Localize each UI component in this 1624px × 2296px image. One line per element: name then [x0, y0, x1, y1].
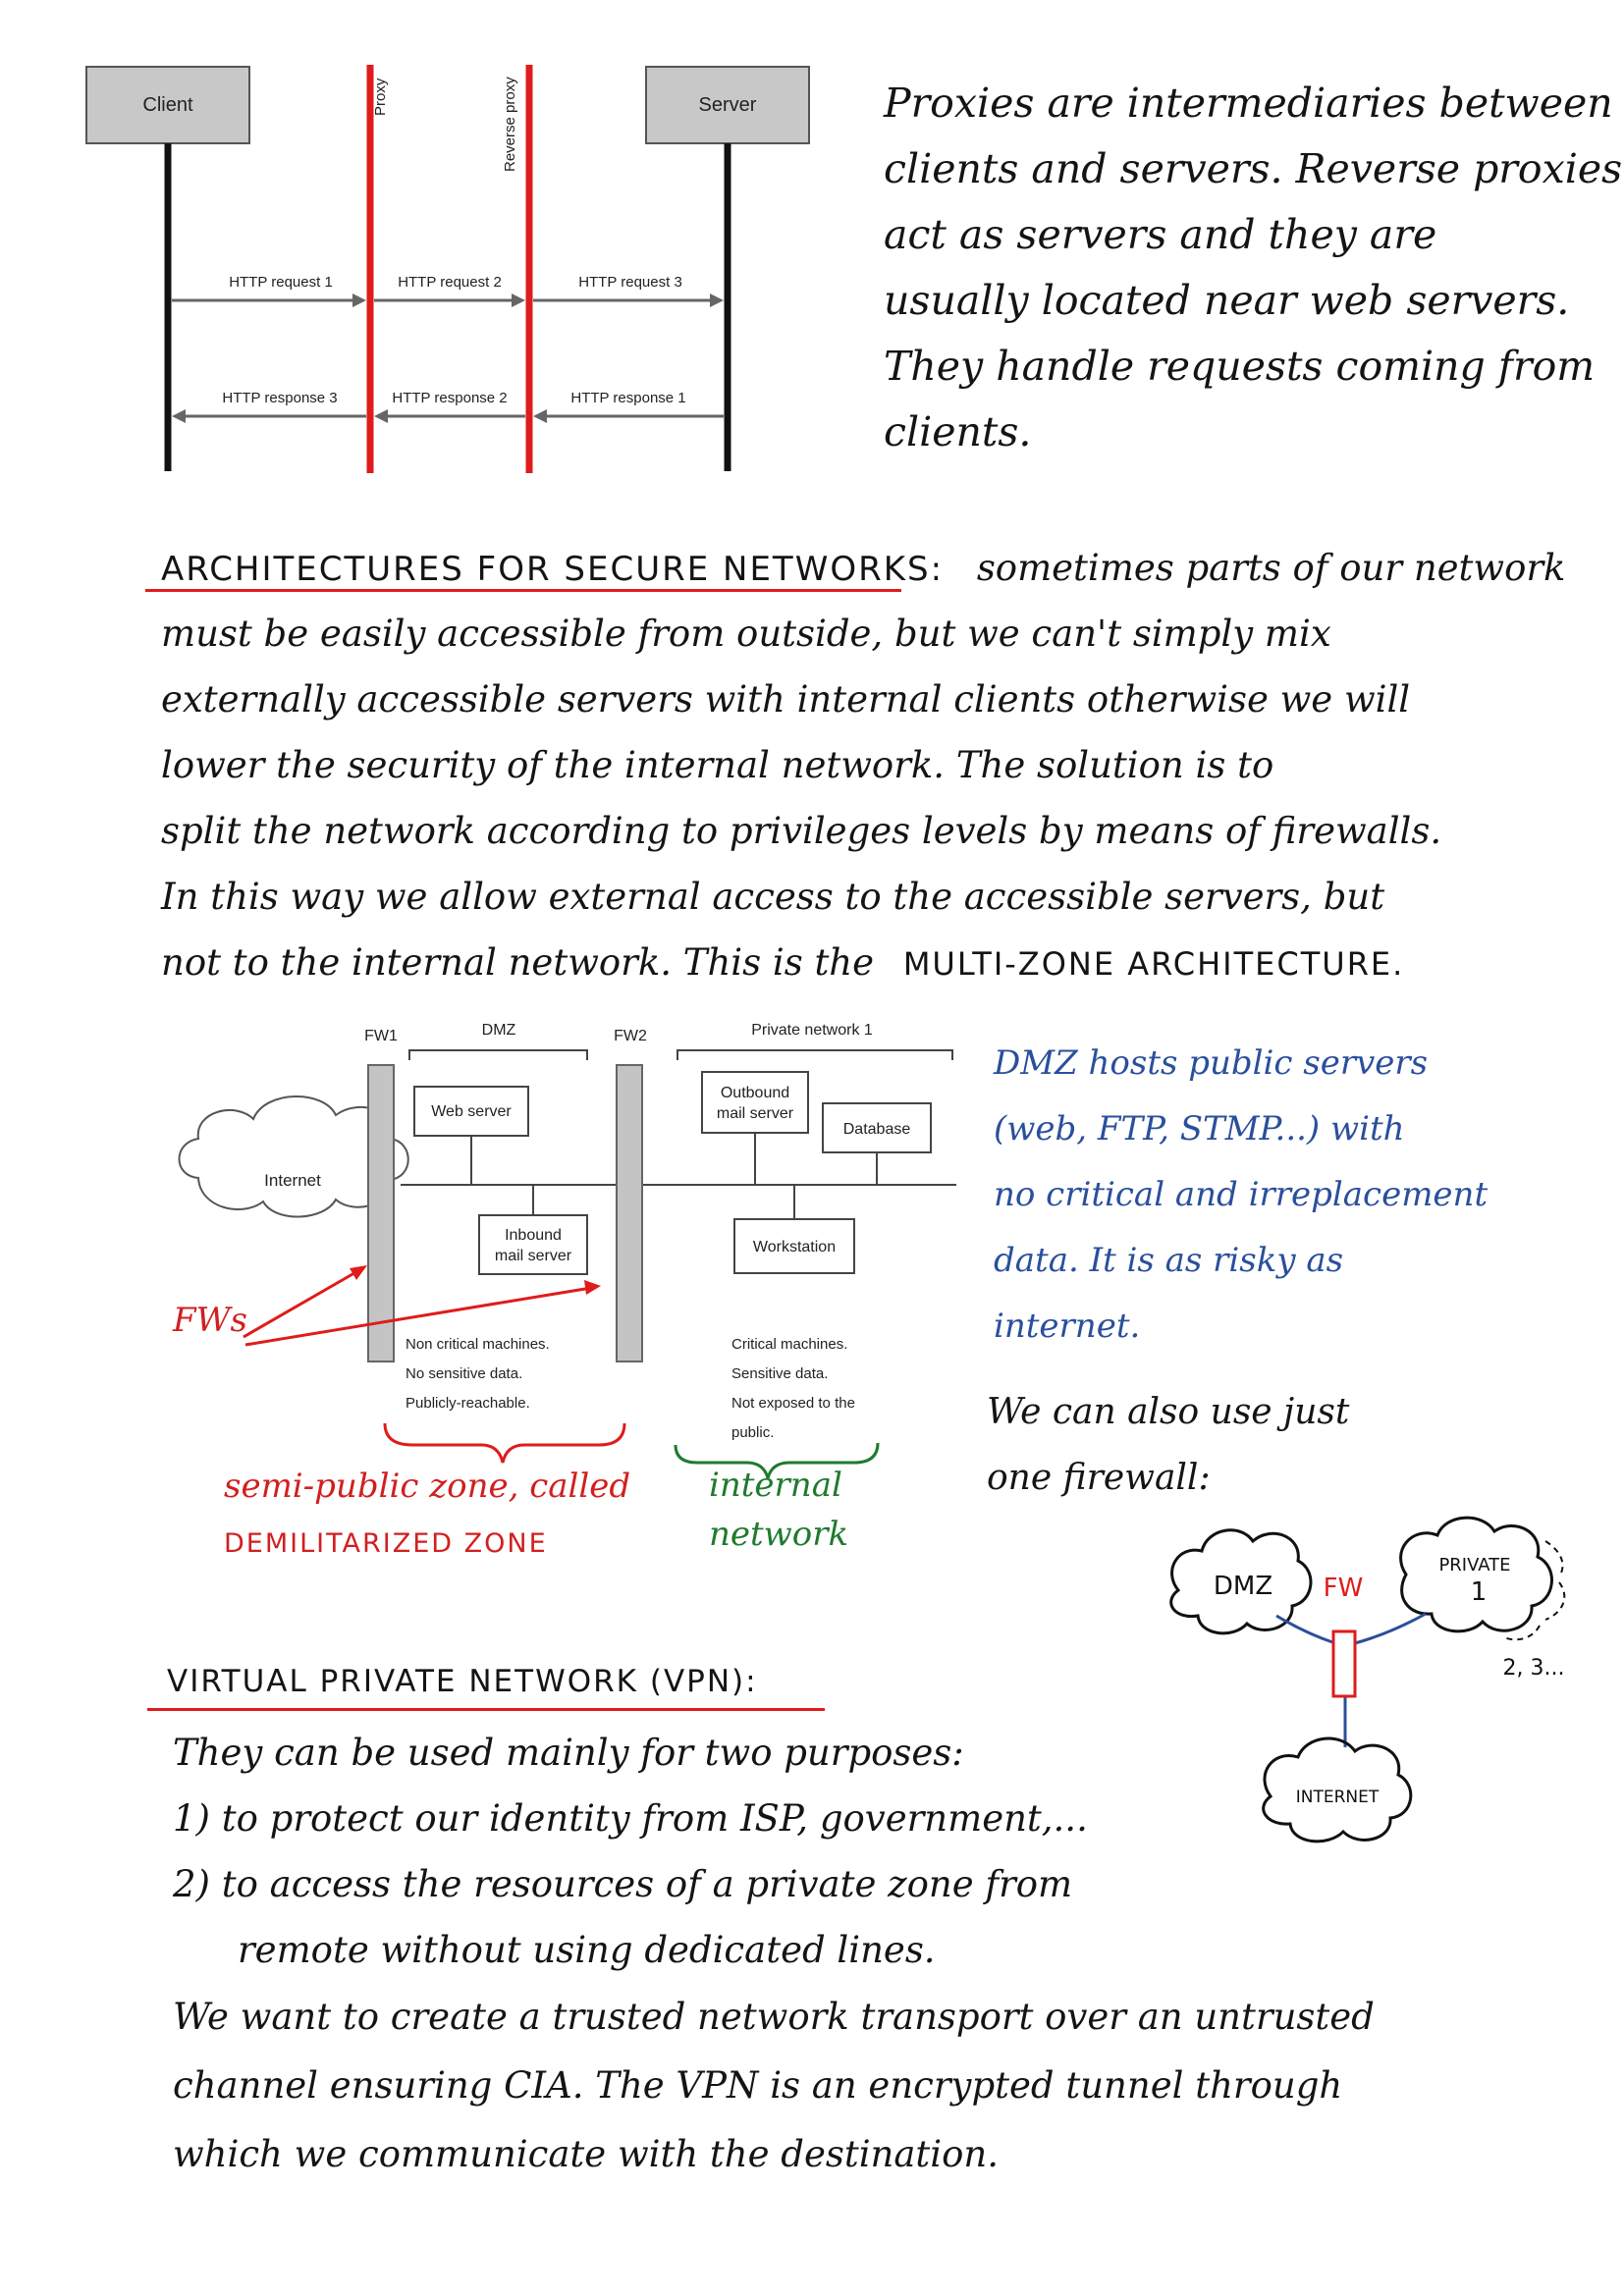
one-firewall-line: We can also use just — [987, 1392, 1350, 1432]
fw2-bar — [617, 1065, 642, 1362]
single-firewall-sketch — [1149, 1512, 1581, 1875]
request-arrowhead-3 — [710, 294, 724, 307]
arch-heading-underline — [145, 589, 901, 592]
dmz-bracket — [409, 1050, 587, 1060]
internal-network-line: network — [709, 1515, 849, 1554]
dmz-cloud-label: DMZ — [1213, 1572, 1273, 1601]
proxy-description — [884, 71, 1622, 465]
demilitarized-zone-annotation: DEMILITARIZED ZONE — [224, 1528, 548, 1559]
fws-arrowhead-2 — [584, 1280, 601, 1295]
request-label-1: HTTP request 1 — [229, 274, 333, 291]
response-arrowhead-2 — [374, 409, 388, 423]
private-note: Sensitive data. — [731, 1365, 829, 1382]
outbound-mail-label-1: Outbound — [720, 1085, 790, 1101]
dmz-link — [1276, 1616, 1335, 1643]
response-label-1: HTTP response 1 — [570, 390, 686, 406]
dmz-note: Publicly-reachable. — [406, 1395, 530, 1412]
request-label-3: HTTP request 3 — [578, 274, 682, 291]
fw1-label: FW1 — [364, 1028, 398, 1044]
arch-line: must be easily accessible from outside, but we can't simply mix — [161, 613, 1331, 655]
outbound-mail-label-2: mail server — [716, 1105, 794, 1122]
dmz-text-line: DMZ hosts public servers — [994, 1043, 1429, 1083]
arch-line: externally accessible servers with internal clients otherwise we will — [161, 678, 1411, 721]
private-bracket — [677, 1050, 952, 1060]
vpn-body-2 — [173, 1983, 1375, 2189]
response-arrowhead-1 — [533, 409, 547, 423]
architectures-body — [161, 601, 1441, 997]
fw1-bar — [368, 1065, 394, 1362]
client-label: Client — [142, 94, 193, 116]
proxy-diagram — [79, 59, 757, 481]
semi-public-annotation: semi-public zone, called — [224, 1467, 631, 1506]
arch-line: split the network according to privileges levels by means of firewalls. — [161, 810, 1442, 852]
response-label-2: HTTP response 2 — [392, 390, 508, 406]
internet-sketch-label: INTERNET — [1295, 1788, 1380, 1807]
proxy-label: Proxy — [372, 78, 389, 116]
fw-label: FW — [1323, 1574, 1364, 1603]
arch-heading: ARCHITECTURES FOR SECURE NETWORKS: — [161, 550, 945, 589]
private-note: public. — [731, 1424, 775, 1441]
vpn-line: channel ensuring CIA. The VPN is an encrypted tunnel through — [173, 2064, 1343, 2107]
arch-line: In this way we allow external access to the accessible servers, but — [161, 876, 1385, 918]
web-server-label: Web server — [431, 1103, 512, 1120]
workstation-label: Workstation — [752, 1239, 837, 1255]
outbound-mail-server-box — [702, 1072, 808, 1133]
vpn-line: They can be used mainly for two purposes: — [173, 1732, 964, 1774]
private-cloud-number: 1 — [1470, 1577, 1488, 1607]
dmz-text-line: internet. — [994, 1307, 1141, 1346]
internal-network-annotation — [709, 1461, 848, 1559]
proxy-text-line: clients and servers. Reverse proxies — [884, 145, 1623, 192]
proxy-text-line: act as servers and they are — [884, 211, 1437, 258]
fws-annotation: FWs — [173, 1301, 247, 1340]
fw-box — [1333, 1631, 1355, 1696]
proxy-text-line: clients. — [884, 408, 1032, 455]
dmz-text-line: data. It is as risky as — [994, 1241, 1344, 1280]
dmz-text-line: (web, FTP, STMP...) with — [994, 1109, 1405, 1148]
fws-arrowhead-1 — [350, 1265, 367, 1280]
inbound-mail-label-1: Inbound — [505, 1227, 562, 1244]
proxy-text-line: usually located near web servers. — [884, 277, 1570, 324]
dmz-brace — [385, 1423, 624, 1463]
server-label: Server — [698, 94, 757, 116]
dmz-label: DMZ — [481, 1022, 516, 1039]
vpn-line: 2) to access the resources of a private zone from — [173, 1863, 1073, 1905]
more-private-zones: 2, 3... — [1502, 1656, 1565, 1681]
response-arrowhead-3 — [172, 409, 186, 423]
proxy-text-line: They handle requests coming from — [884, 343, 1596, 390]
private-note: Not exposed to the — [731, 1395, 855, 1412]
one-firewall-text — [987, 1379, 1349, 1511]
response-label-3: HTTP response 3 — [222, 390, 338, 406]
one-firewall-line: one firewall: — [987, 1458, 1211, 1498]
internal-network-line: internal — [709, 1466, 842, 1505]
fw2-label: FW2 — [614, 1028, 647, 1044]
vpn-line: We want to create a trusted network transport over an untrusted — [173, 1996, 1375, 2038]
private-cloud-shadow — [1504, 1541, 1564, 1639]
arch-last-line — [161, 930, 1441, 997]
fws-arrow-1 — [244, 1270, 359, 1337]
arch-line: lower the security of the internal network. The solution is to — [161, 744, 1274, 786]
inbound-mail-label-2: mail server — [494, 1248, 572, 1264]
vpn-line: which we communicate with the destination. — [173, 2133, 999, 2175]
arch-first-line-rest: sometimes parts of our network — [976, 547, 1566, 589]
database-label: Database — [842, 1121, 911, 1138]
private-note: Critical machines. — [731, 1336, 848, 1353]
dmz-text-line: no critical and irreplacement — [994, 1175, 1489, 1214]
dmz-description — [994, 1031, 1488, 1360]
proxy-text-line: Proxies are intermediaries between — [884, 80, 1613, 127]
request-arrowhead-1 — [352, 294, 366, 307]
private-network-label: Private network 1 — [751, 1022, 873, 1039]
dmz-note: No sensitive data. — [406, 1365, 523, 1382]
private-cloud-label: PRIVATE — [1438, 1555, 1511, 1575]
dmz-note: Non critical machines. — [406, 1336, 550, 1353]
internet-label: Internet — [264, 1171, 321, 1190]
arch-last-line-text: not to the internal network. This is the — [161, 941, 875, 984]
private-link — [1355, 1614, 1426, 1643]
vpn-heading: VIRTUAL PRIVATE NETWORK (VPN): — [167, 1664, 758, 1699]
reverse-proxy-label: Reverse proxy — [502, 77, 518, 172]
arch-first-line — [161, 535, 1565, 603]
multi-zone-term: MULTI-ZONE ARCHITECTURE. — [902, 945, 1405, 983]
architectures-section — [161, 535, 1565, 603]
request-label-2: HTTP request 2 — [398, 274, 502, 291]
vpn-heading-underline — [147, 1708, 825, 1711]
inbound-mail-server-box — [479, 1215, 587, 1274]
request-arrowhead-2 — [512, 294, 525, 307]
vpn-line: remote without using dedicated lines. — [238, 1929, 936, 1971]
vpn-line: 1) to protect our identity from ISP, government,... — [173, 1797, 1088, 1840]
vpn-body — [173, 1720, 1088, 1983]
